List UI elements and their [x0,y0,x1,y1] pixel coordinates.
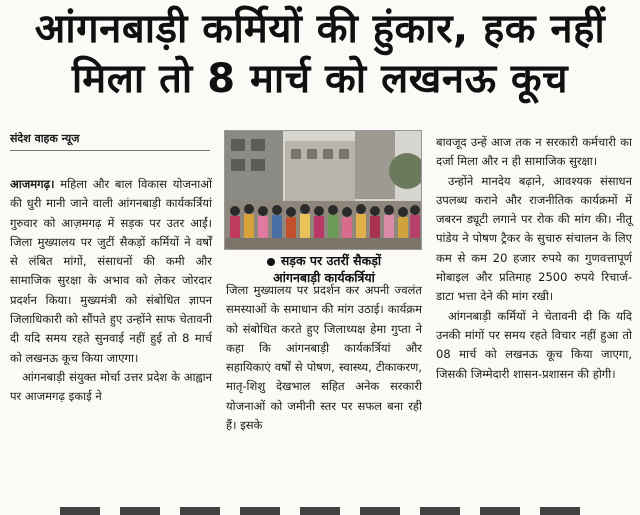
crowd-photo-illustration [225,131,421,249]
paragraph-2: आंगनबाड़ी संयुक्त मोर्चा उत्तर प्रदेश के आह्वान पर आजमगढ़ इकाई ने [10,369,212,404]
headline [0,4,640,104]
bullet-icon [267,258,275,266]
paragraph-1-text: महिला और बाल विकास योजनाओं की धुरी मानी जाने वाली आंगनबाड़ी कार्यकर्त्रियां गुरुवार को आज़मगढ़ में सड़क पर उतर आईं। जिला मुख्यालय पर जुटीं सैकड़ों कर्मियों ने वर्षों से लंबित मांगों, संसाधनों की कमी और सामाजिक सुरक्षा के अभाव को लेकर जोरदार प्रदर्शन किया। मुख्यमंत्री को संबोधित ज्ञापन जिलाधिकारी को सौंपते हुए उन्होंने साफ चेतावनी दी यदि समय रहते सुनवाई नहीं हुई तो 8 मार्च को लखनऊ कूच किया जाएगा। [10,177,212,365]
headline-line-1: आंगनबाड़ी कर्मियों की हुंकार, हक नहीं [34,6,606,52]
paragraph-5: उन्होंने मानदेय बढ़ाने, आवश्यक संसाधन उपलब्ध कराने और राजनीतिक कार्यक्रमों में जबरन ड्यूटी लगाने पर रोक की मांग की। नीतू पांडेय ने पोषण ट्रैकर के सुचारु संचालन के लिए कम से कम 20 हजार रुपये का गुणवत्तापूर्ण मोबाइल और प्रतिमाह 2500 रुपये रिचार्ज-डाटा भत्ता देने की मांग रखी। [436,173,632,304]
crowd-photo [224,130,422,250]
next-headline-cutoff [0,505,640,515]
subheading-line-1: सड़क पर उतरीं सैकड़ों [224,252,424,269]
dateline: आजमगढ़। [10,177,55,191]
paragraph-6: आंगनबाड़ी कर्मियों ने चेतावनी दी कि यदि उनकी मांगों पर समय रहते विचार नहीं हुआ तो 08 मार्च को लखनऊ कूच किया जाएगा, जिसकी जिम्मेदारी शासन-प्रशासन की होगी। [436,308,632,381]
article-column-3 [436,133,632,384]
headline-line-2: मिला तो 8 मार्च को लखनऊ कूच [71,56,569,102]
paragraph-3: जिला मुख्यालय पर प्रदर्शन कर अपनी ज्वलंत समस्याओं के समाधान की मांग उठाई। कार्यक्रम को संबोधित करते हुए जिलाध्यक्ष हेमा गुप्ता ने कहा कि आंगनबाड़ी कार्यकर्त्रियां और सहायिकाएं वर्षों से पोषण, स्वास्थ्य, टीकाकरण, मातृ-शिशु देखभाल सहित अनेक सरकारी योजनाओं को जमीनी स्तर पर सफल बना रही हैं। इसके [226,283,422,433]
paragraph-4: बावजूद उन्हें आज तक न सरकारी कर्मचारी का दर्जा मिला और न ही सामाजिक सुरक्षा। [436,135,632,169]
subheading-line-2: आंगनबाड़ी कार्यकर्त्रियां [273,270,375,285]
byline: संदेश वाहक न्यूज [10,132,80,145]
article-column-1 [10,175,212,407]
article-column-2 [226,281,422,435]
paragraph-1 [10,175,212,368]
byline-rule [10,150,210,151]
